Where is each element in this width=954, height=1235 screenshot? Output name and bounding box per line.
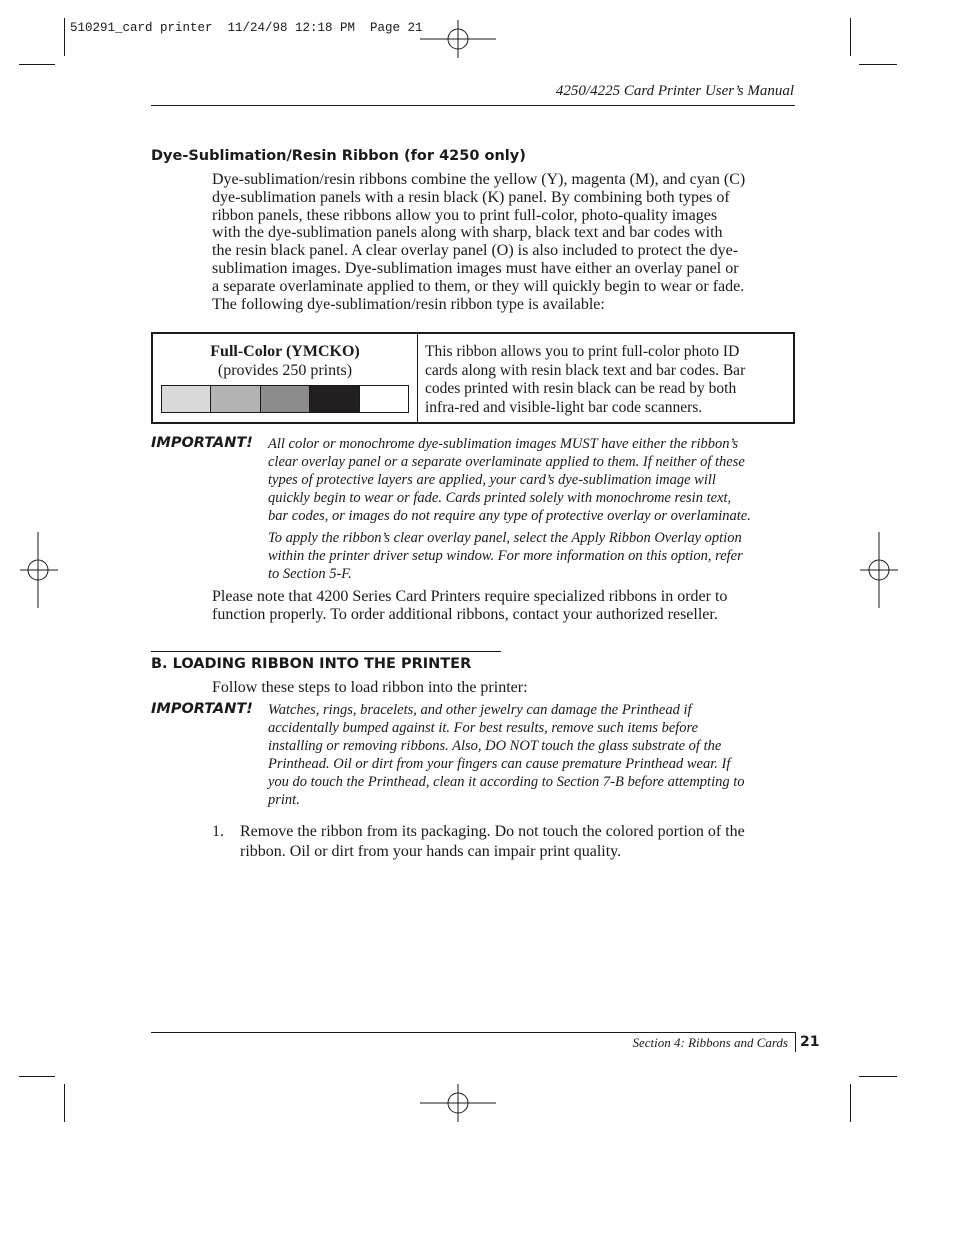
panel-swatch-3	[261, 386, 310, 412]
important-line: All color or monochrome dye-sublimation images MUST have either the ribbon’s	[268, 436, 739, 452]
important-label: IMPORTANT!	[151, 435, 253, 451]
print-slug: 510291_card printer 11/24/98 12:18 PM Page 21	[70, 21, 423, 35]
panel-swatch-2	[211, 386, 260, 412]
header-rule	[151, 105, 795, 106]
page-number: 21	[800, 1034, 820, 1050]
important-jewelry-note	[268, 701, 798, 809]
step-line: Remove the ribbon from its packaging. Do not touch the colored portion of the	[240, 823, 745, 840]
ribbon-name: Full-Color (YMCKO)	[210, 343, 360, 360]
step-1-text	[240, 822, 800, 861]
registration-mark-bottom	[420, 1084, 496, 1122]
important-line: clear overlay panel or a separate overlaminate applied to them. If neither of these	[268, 454, 745, 470]
panel-swatch-5	[360, 386, 408, 412]
paragraph-line: function properly. To order additional ribbons, contact your authorized reseller.	[212, 605, 718, 623]
important-line: you do touch the Printhead, clean it according to Section 7-B before attempting to	[268, 774, 745, 790]
paragraph-line: dye-sublimation panels with a resin black (K) panel. By combining both types of	[212, 188, 730, 206]
registration-mark-right	[860, 532, 898, 608]
step-line: ribbon. Oil or dirt from your hands can impair print quality.	[240, 842, 622, 860]
description-line: codes printed with resin black can be read by both	[425, 380, 737, 398]
registration-mark-top	[420, 20, 496, 58]
section-heading-dye-sublimation: Dye-Sublimation/Resin Ribbon (for 4250 only)	[151, 148, 526, 164]
panel-swatch-1	[162, 386, 211, 412]
registration-mark-left	[20, 532, 58, 608]
overlay-option-note	[268, 529, 798, 583]
paragraph-line: Dye-sublimation/resin ribbons combine the yellow (Y), magenta (M), and cyan (C)	[212, 171, 746, 188]
loading-intro: Follow these steps to load ribbon into the printer:	[212, 679, 528, 696]
ribbon-type-table	[151, 332, 795, 424]
paragraph-line: a separate overlaminate applied to them, or they will quickly begin to wear or fade.	[212, 277, 745, 295]
description-line: cards along with resin black text and bar codes. Bar	[425, 361, 746, 379]
dye-sublimation-paragraph	[212, 171, 802, 313]
step-number: 1.	[212, 823, 224, 840]
paragraph-line: the resin black panel. A clear overlay panel (O) is also included to protect the dye-	[212, 242, 739, 260]
important-line: to Section 5-F.	[268, 566, 352, 582]
important-line: Watches, rings, bracelets, and other jewelry can damage the Printhead if	[268, 702, 692, 718]
important-line: quickly begin to wear or fade. Cards printed solely with monochrome resin text,	[268, 490, 732, 506]
paragraph-line: ribbon panels, these ribbons allow you to print full-color, photo-quality images	[212, 206, 718, 224]
ribbon-description-cell	[418, 333, 795, 423]
panel-swatch-4	[310, 386, 359, 412]
important-line: installing or removing ribbons. Also, DO NOT touch the glass substrate of the	[268, 738, 722, 754]
ribbon-panel-swatches	[161, 385, 409, 413]
important-line: Printhead. Oil or dirt from your fingers can cause premature Printhead wear. If	[268, 756, 731, 772]
important-line: To apply the ribbon’s clear overlay panel, select the Apply Ribbon Overlay option	[268, 530, 742, 546]
section-rule	[151, 651, 501, 652]
description-line: infra-red and visible-light bar code scanners.	[425, 398, 703, 416]
ribbon-prints: (provides 250 prints)	[217, 362, 353, 379]
important-label: IMPORTANT!	[151, 701, 253, 717]
ribbons-note-paragraph	[212, 588, 802, 624]
important-line: bar codes, or images do not require any type of protective overlay or overlaminate.	[268, 508, 751, 524]
description-line: This ribbon allows you to print full-color photo ID	[425, 343, 740, 360]
paragraph-line: with the dye-sublimation panels along with sharp, black text and bar codes with	[212, 224, 723, 242]
ribbon-name-cell	[152, 333, 418, 423]
important-line: accidentally bumped against it. For best results, remove such items before	[268, 720, 699, 736]
paragraph-line: The following dye-sublimation/resin ribbon type is available:	[212, 295, 605, 313]
running-header: 4250/4225 Card Printer User’s Manual	[555, 83, 794, 99]
footer-divider	[795, 1032, 796, 1052]
footer-section-label: Section 4: Ribbons and Cards	[632, 1035, 788, 1050]
important-overlay-note	[268, 435, 798, 525]
paragraph-line: sublimation images. Dye-sublimation images must have either an overlay panel or	[212, 259, 739, 277]
section-heading-loading-ribbon: B. LOADING RIBBON INTO THE PRINTER	[151, 656, 472, 672]
important-line: types of protective layers are applied, your card’s dye-sublimation image will	[268, 472, 716, 488]
footer-rule	[151, 1032, 795, 1033]
important-line: within the printer driver setup window. For more information on this option, refer	[268, 548, 743, 564]
important-line: print.	[268, 792, 300, 808]
paragraph-line: Please note that 4200 Series Card Printers require specialized ribbons in order to	[212, 588, 728, 605]
